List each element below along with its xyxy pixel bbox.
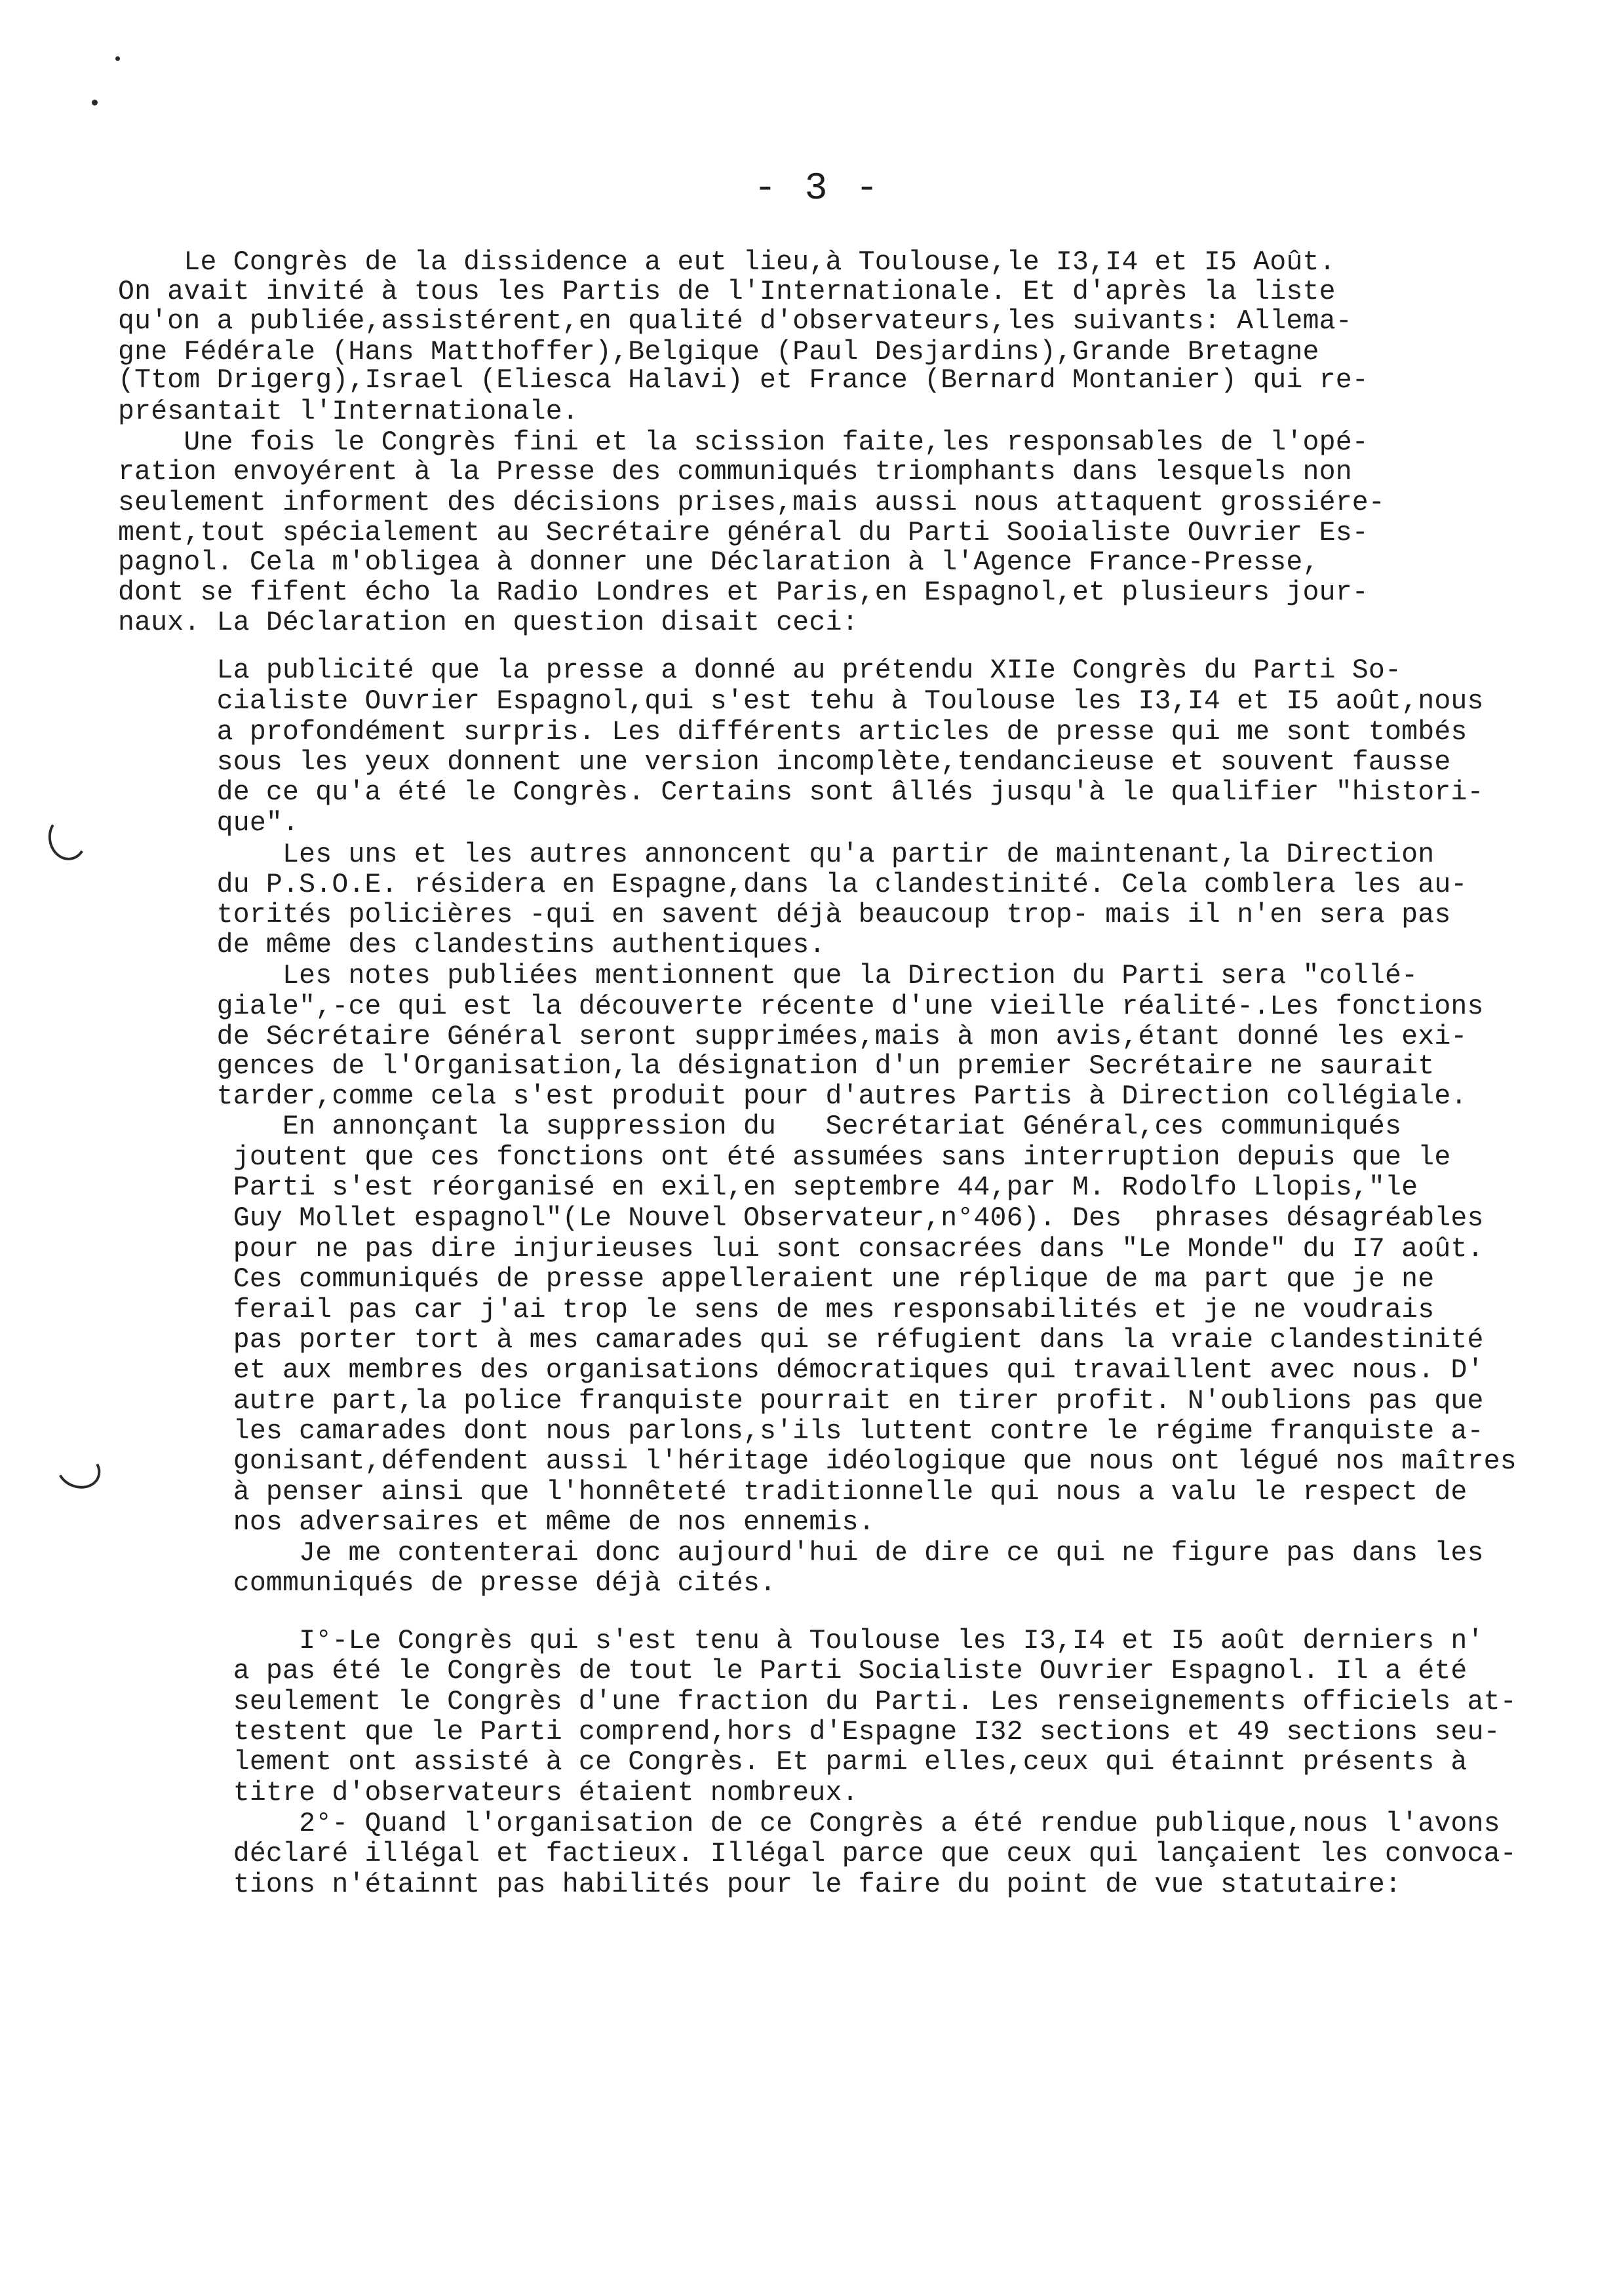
text-line: gences de l'Organisation,la désignation d'un premier Secrétaire ne saurait bbox=[118, 1051, 1435, 1082]
text-line: testent que le Parti comprend,hors d'Espagne I32 sections et 49 sections seu- bbox=[118, 1717, 1500, 1748]
text-line: à penser ainsi que l'honnêteté traditionnelle qui nous a valu le respect de bbox=[118, 1477, 1468, 1508]
text-line: a pas été le Congrès de tout le Parti Socialiste Ouvrier Espagnol. Il a été bbox=[118, 1656, 1468, 1687]
text-line: On avait invité à tous les Partis de l'Internationale. Et d'après la liste bbox=[118, 277, 1336, 307]
text-line: Guy Mollet espagnol"(Le Nouvel Observateur,n°406). Des phrases désagréables bbox=[118, 1203, 1484, 1234]
text-line: joutent que ces fonctions ont été assumées sans interruption depuis que le bbox=[118, 1142, 1451, 1173]
text-line: Les uns et les autres annoncent qu'a partir de maintenant,la Direction bbox=[118, 839, 1435, 870]
text-line: torités policières -qui en savent déjà beaucoup trop- mais il n'en sera pas bbox=[118, 900, 1451, 930]
text-line: Les notes publiées mentionnent que la Direction du Parti sera "collé- bbox=[118, 961, 1418, 991]
text-line: ferail pas car j'ai trop le sens de mes responsabilités et je ne voudrais bbox=[118, 1295, 1435, 1326]
ink-speck bbox=[115, 56, 120, 61]
text-line: déclaré illégal et factieux. Illégal parce que ceux qui lançaient les convoca- bbox=[118, 1839, 1517, 1869]
text-line: pagnol. Cela m'obligea à donner une Déclaration à l'Agence France-Presse, bbox=[118, 547, 1319, 578]
text-line: seulement le Congrès d'une fraction du Parti. Les renseignements officiels at- bbox=[118, 1687, 1517, 1717]
text-line: Parti s'est réorganisé en exil,en septembre 44,par M. Rodolfo Llopis,"le bbox=[118, 1172, 1418, 1203]
text-line: naux. La Déclaration en question disait ceci: bbox=[118, 607, 859, 638]
text-line: 2°- Quand l'organisation de ce Congrès a été rendue publique,nous l'avons bbox=[118, 1808, 1500, 1839]
text-line: pour ne pas dire injurieuses lui sont consacrées dans "Le Monde" du I7 août. bbox=[118, 1234, 1484, 1265]
text-line: Le Congrès de la dissidence a eut lieu,à Toulouse,le I3,I4 et I5 Août. bbox=[118, 247, 1336, 278]
text-line: nos adversaires et même de nos ennemis. bbox=[118, 1507, 875, 1538]
text-line: dont se fifent écho la Radio Londres et Paris,en Espagnol,et plusieurs jour- bbox=[118, 577, 1369, 608]
text-line: de Sécrétaire Général seront supprimées,mais à mon avis,étant donné les exi- bbox=[118, 1022, 1468, 1052]
text-line: ment,tout spécialement au Secrétaire général du Parti Sooialiste Ouvrier Es- bbox=[118, 518, 1369, 548]
text-line: La publicité que la presse a donné au prétendu XIIe Congrès du Parti So- bbox=[118, 655, 1402, 686]
text-line: a profondément surpris. Les différents articles de presse qui me sont tombés bbox=[118, 717, 1468, 748]
text-line: pas porter tort à mes camarades qui se réfugient dans la vraie clandestinité bbox=[118, 1325, 1484, 1356]
text-line: gne Fédérale (Hans Matthoffer),Belgique (Paul Desjardins),Grande Bretagne bbox=[118, 337, 1319, 368]
text-line: giale",-ce qui est la découverte récente d'une vieille réalité-.Les fonctions bbox=[118, 991, 1484, 1022]
text-line: I°-Le Congrès qui s'est tenu à Toulouse les I3,I4 et I5 août derniers n' bbox=[118, 1626, 1484, 1656]
text-line: Une fois le Congrès fini et la scission faite,les responsables de l'opé- bbox=[118, 427, 1369, 458]
text-line: les camarades dont nous parlons,s'ils luttent contre le régime franquiste a- bbox=[118, 1416, 1484, 1447]
text-line: et aux membres des organisations démocratiques qui travaillent avec nous. D' bbox=[118, 1355, 1484, 1386]
text-line: seulement informent des décisions prises,mais aussi nous attaquent grossiére- bbox=[118, 488, 1386, 518]
text-line: communiqués de presse déjà cités. bbox=[118, 1568, 777, 1599]
text-line: Je me contenterai donc aujourd'hui de dire ce qui ne figure pas dans les bbox=[118, 1538, 1484, 1569]
text-line: En annonçant la suppression du Secrétariat Général,ces communiqués bbox=[118, 1111, 1402, 1142]
margin-mark-curve bbox=[45, 813, 90, 863]
text-line: autre part,la police franquiste pourrait en tirer profit. N'oublions pas que bbox=[118, 1386, 1484, 1417]
text-line: lement ont assisté à ce Congrès. Et parmi elles,ceux qui étainnt présents à bbox=[118, 1747, 1468, 1778]
text-line: Ces communiqués de presse appelleraient une réplique de ma part que je ne bbox=[118, 1264, 1435, 1295]
margin-mark-curve bbox=[51, 1445, 106, 1495]
text-line: du P.S.O.E. résidera en Espagne,dans la clandestinité. Cela comblera les au- bbox=[118, 870, 1468, 900]
text-line: titre d'observateurs étaient nombreux. bbox=[118, 1778, 859, 1808]
text-line: ration envoyérent à la Presse des communiqués triomphants dans lesquels non bbox=[118, 457, 1352, 488]
text-line: cialiste Ouvrier Espagnol,qui s'est tehu à Toulouse les I3,I4 et I5 août,nous bbox=[118, 686, 1484, 717]
text-line: tions n'étainnt pas habilités pour le faire du point de vue statutaire: bbox=[118, 1869, 1402, 1900]
page-number: - 3 - bbox=[754, 168, 882, 210]
text-line: tarder,comme cela s'est produit pour d'autres Partis à Direction collégiale. bbox=[118, 1081, 1468, 1112]
ink-speck bbox=[92, 100, 98, 105]
text-line: sous les yeux donnent une version incomplète,tendancieuse et souvent fausse bbox=[118, 747, 1451, 778]
text-line: de ce qu'a été le Congrès. Certains sont âllés jusqu'à le qualifier "histori- bbox=[118, 777, 1484, 808]
text-line: gonisant,défendent aussi l'héritage idéologique que nous ont légué nos maîtres bbox=[118, 1446, 1517, 1477]
text-line: (Ttom Drigerg),Israel (Eliesca Halavi) et France (Bernard Montanier) qui re- bbox=[118, 365, 1369, 396]
text-line: que". bbox=[118, 808, 300, 839]
text-line: présantait l'Internationale. bbox=[118, 396, 579, 427]
text-line: qu'on a publiée,assistérent,en qualité d'observateurs,les suivants: Allema- bbox=[118, 306, 1352, 337]
text-line: de même des clandestins authentiques. bbox=[118, 930, 826, 961]
